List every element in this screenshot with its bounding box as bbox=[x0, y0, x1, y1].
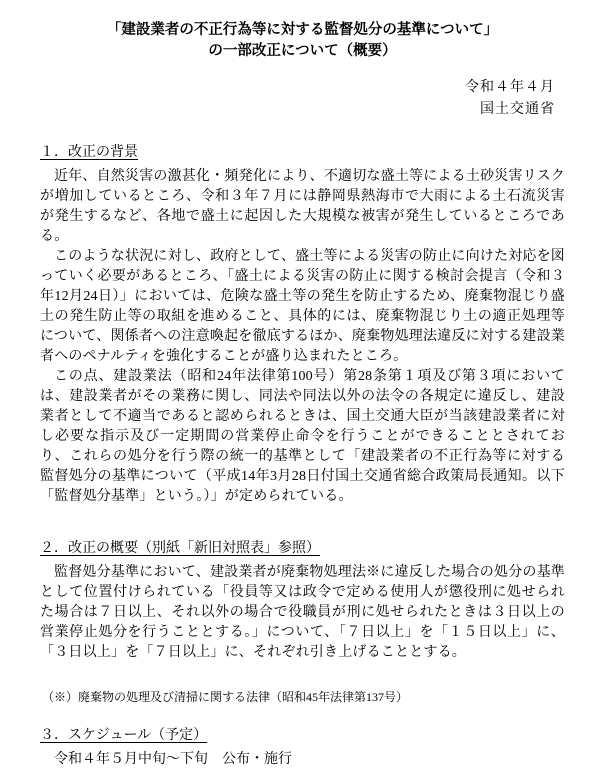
document-title bbox=[40, 20, 565, 62]
schedule-line: 令和４年５月中旬～下旬 公布・施行 bbox=[54, 752, 292, 767]
paragraph: この点、建設業法（昭和24年法律第100号）第28条第１項及び第３項においては、建設業者がその業務に関し、同法や同法以外の法令の各規定に違反し、建設業者として不適当であると認められるときは、国土交通大臣が当該建設業者に対し必要な指示及び一定期間の営業停止命令を行うことができることとされており、これらの処分を行う際の統一的基準として「建設業者の不正行為等に対する監督処分の基準について（平成14年3月28日付国土交通省総合政策局長通知。以下「監督処分基準」という。）」が定められている。 bbox=[40, 369, 565, 504]
issue-date: 令和４年４月 bbox=[465, 80, 555, 95]
document-title-line-1: 「建設業者の不正行為等に対する監督処分の基準について」 bbox=[106, 22, 499, 38]
document-meta bbox=[40, 77, 555, 121]
section-2-overview bbox=[40, 539, 565, 706]
footnote: （※）廃棄物の処理及び清掃に関する法律（昭和45年法律第137号） bbox=[42, 690, 409, 704]
issuing-organization: 国土交通省 bbox=[480, 102, 555, 117]
paragraph: 監督処分基準において、建設業者が廃棄物処理法※に違反した場合の処分の基準として位置付けられている「役員等又は政令で定める使用人が懲役刑に処せられた場合は７日以上、それ以外の場合で役職員が刑に処せられたときは３日以上の営業停止処分を行うこととする。」について、「７日以上」を「１５日以上」に、「３日以上」を「７日以上」に、それぞれ引き上げることとする。 bbox=[40, 565, 565, 660]
section-1-heading: １．改正の背景 bbox=[40, 145, 138, 160]
paragraph: このような状況に対し、政府として、盛土等による災害の防止に向けた対応を図っていく必要があるところ、「盛土による災害の防止に関する検討会提言（令和３年12月24日）」においては、危険な盛土等の発生を防止するため、廃棄物混じり盛土の発生防止等の取組を進めること、具体的には、廃棄物混じり土の適正処理等について、関係者への注意喚起を徹底するほか、廃棄物処理法違反に対する建設業者へのペナルティを強化することが盛り込まれたところ。 bbox=[40, 249, 565, 364]
section-1-background bbox=[40, 143, 565, 507]
section-3-schedule bbox=[40, 726, 565, 770]
section-3-heading: ３．スケジュール（予定） bbox=[40, 728, 208, 743]
section-2-heading: ２．改正の概要（別紙「新旧対照表」参照） bbox=[40, 541, 320, 556]
document-title-line-2: の一部改正について（概要） bbox=[208, 43, 397, 59]
paragraph: 近年、自然災害の激甚化・頻発化により、不適切な盛土等による土砂災害リスクが増加しているところ、令和３年７月には静岡県熱海市で大雨による土石流災害が発生するなど、各地で盛土に起因した大規模な被害が発生しているところである。 bbox=[40, 169, 565, 244]
